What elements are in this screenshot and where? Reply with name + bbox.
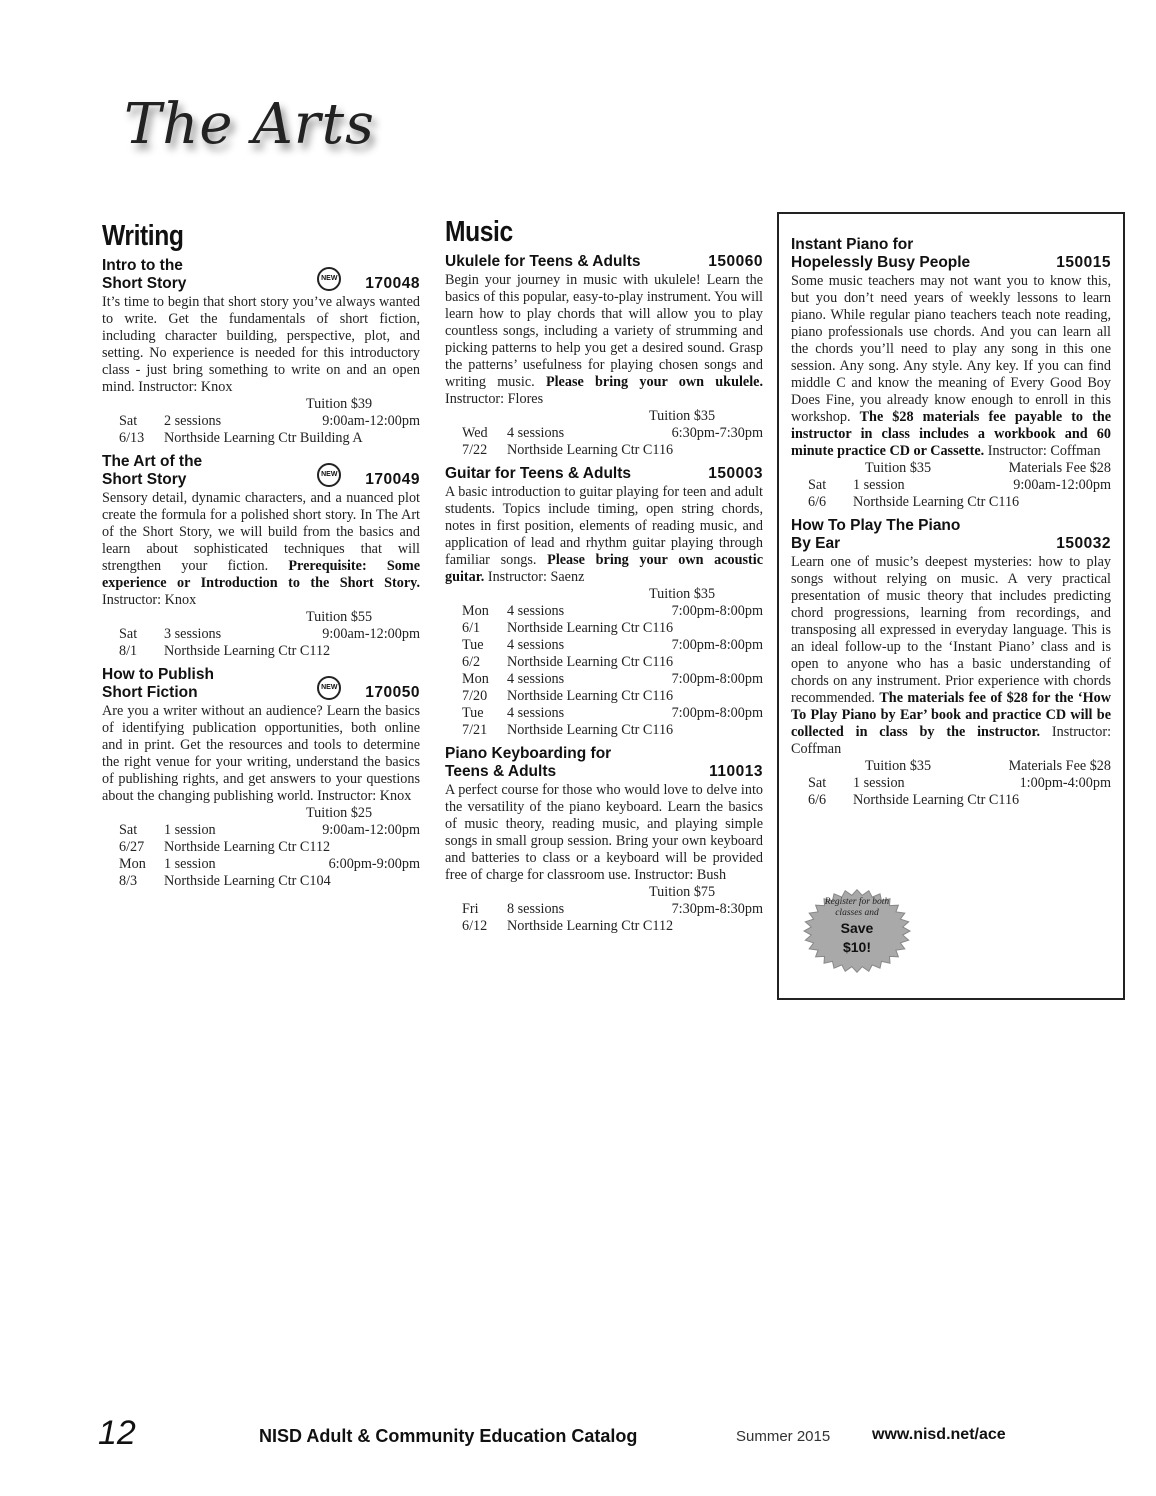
burst-line-2: classes and — [835, 908, 879, 918]
materials-fee: Materials Fee $28 — [1008, 758, 1111, 774]
section-heading-music: Music — [445, 216, 513, 248]
course-description: A basic introduction to guitar playing for teen and adult students. Topics include timing, open string chords, notes in first position, elements of reading music, and application of lead and rhythm guitar playing through familiar songs. Please bring your own acoustic guitar. Instructor: Saenz — [445, 484, 764, 585]
schedule: Sat 1 session 9:00am-12:00pm 6/6 Northside Learning Ctr C116 — [808, 477, 1111, 510]
season: Summer 2015 — [736, 1428, 831, 1445]
music-column — [445, 212, 763, 941]
schedule: Fri 8 sessions 7:30pm-8:30pm 6/12 Northside Learning Ctr C112 — [462, 901, 763, 934]
schedule: Wed 4 sessions 6:30pm-7:30pm 7/22 Northside Learning Ctr C116 — [462, 425, 763, 458]
course-code: 170049 — [365, 471, 420, 488]
materials-fee: Materials Fee $28 — [1008, 460, 1111, 476]
new-badge-icon: NEW — [317, 676, 341, 700]
tuition: Tuition $75 — [649, 884, 716, 900]
page-footer — [0, 1414, 1156, 1454]
course-title: Guitar for Teens & Adults — [445, 465, 632, 482]
course-description: Begin your journey in music with ukulele! Learn the basics of this popular, easy-to-play instrument. You will learn how to play chords that will allow you to play countless songs, including a variety of strumming and picking patterns to help you get a desired sound. Grasp the patterns’ usefulness for playing chosen songs and writing music. Please bring your own ukulele. Instructor: Flores — [445, 272, 763, 407]
course-title: Intro to the Short Story — [102, 257, 187, 292]
tuition: Tuition $25 — [306, 805, 373, 821]
course-art-of-short-story — [102, 453, 420, 660]
course-code: 150015 — [1056, 254, 1111, 271]
course-instant-piano — [791, 236, 1111, 511]
course-piano-by-ear — [791, 517, 1111, 809]
course-title: The Art of the Short Story — [102, 453, 203, 488]
schedule: Sat 3 sessions 9:00am-12:00pm 8/1 Northside Learning Ctr C112 — [119, 626, 420, 659]
course-title: How to Publish Short Fiction — [102, 666, 214, 701]
schedule: Sat 2 sessions 9:00am-12:00pm 6/13 Northside Learning Ctr Building A — [119, 413, 420, 446]
tuition: Tuition $35 — [865, 758, 932, 774]
site-url[interactable]: www.nisd.net/ace — [872, 1426, 1006, 1443]
course-guitar — [445, 465, 763, 739]
tuition: Tuition $55 — [306, 609, 373, 625]
course-ukulele — [445, 253, 763, 459]
tuition: Tuition $35 — [649, 586, 716, 602]
schedule: Sat 1 session 1:00pm-4:00pm 6/6 Northside Learning Ctr C116 — [808, 775, 1111, 808]
burst-line-3: Save — [840, 920, 874, 936]
course-title: Ukulele for Teens & Adults — [445, 253, 641, 270]
course-code: 150003 — [708, 465, 763, 482]
schedule: Sat 1 session 9:00am-12:00pm 6/27 Northside Learning Ctr C112 Mon 1 session 6:00pm-9:00pm 8/3 Northside Learning Ctr C104 — [119, 822, 420, 889]
course-code: 110013 — [709, 763, 763, 780]
piano-box — [777, 212, 1125, 1000]
new-badge-icon: NEW — [317, 267, 341, 291]
save-burst-badge — [803, 889, 911, 973]
course-intro-short-story — [102, 257, 420, 447]
tuition: Tuition $39 — [306, 396, 373, 412]
course-title: How To Play The Piano By Ear — [791, 517, 961, 552]
course-code: 170048 — [365, 275, 420, 292]
course-description: A perfect course for those who would love to delve into the versatility of the piano keyboard. Learn the basics of music theory, reading music, and playing simple songs in small group session. Bring your own keyboard and batteries to class or a keyboard will be provided free of charge for classroom use. Instructor: Bush — [445, 782, 763, 883]
course-code: 150060 — [708, 253, 763, 270]
tuition: Tuition $35 — [865, 460, 932, 476]
course-code: 150032 — [1056, 535, 1111, 552]
course-title: Instant Piano for Hopelessly Busy People — [791, 236, 971, 271]
course-code: 170050 — [365, 684, 420, 701]
page-number: 12 — [98, 1414, 136, 1452]
course-description: It’s time to begin that short story you’ve always wanted to write. Get the fundamentals of short fiction, including character building, perspective, plot, and setting. No experience is needed for this introductory class - just bring something to write on and an open mind. Instructor: Knox — [102, 294, 420, 395]
course-title: Piano Keyboarding for Teens & Adults — [445, 745, 612, 780]
tuition: Tuition $35 — [649, 408, 716, 424]
burst-line-4: $10! — [842, 939, 872, 955]
course-piano-keyboarding — [445, 745, 763, 935]
page-title: The Arts — [124, 92, 375, 157]
course-publish-short-fiction — [102, 666, 420, 890]
catalog-name: NISD Adult & Community Education Catalog — [259, 1426, 638, 1446]
course-description: Are you a writer without an audience? Learn the basics of identifying publication opportunities, both online and in print. Get the resources and tools to determine the right venue for your writing, understand the basics of publishing rights, and get answers to your questions about the changing publishing world. Instructor: Knox — [102, 703, 420, 804]
course-description: Some music teachers may not want you to know this, but you don’t need years of weekly lessons to learn piano. While regular piano teachers teach note reading, piano professionals use chords. And you can learn all the chords you’ll need to play any song in this one session. Any song. Any style. Any key. If you can find middle C and know the meaning of Every Good Boy Does Fine, you already know enough to enroll in this workshop. The $28 materials fee payable to the instructor in class includes a workbook and 60 minute practice CD or Cassette. Instructor: Coffman — [791, 273, 1112, 459]
new-badge-icon: NEW — [317, 463, 341, 487]
course-description: Sensory detail, dynamic characters, and a nuanced plot create the formula for a polished short story. In The Art of the Short Story, we will build from the basics and learn about sophisticated techniques that will strengthen your fiction. Prerequisite: Some experience or Introduction to the Short Story. Instructor: Knox — [102, 490, 420, 608]
burst-line-1: Register for both — [824, 897, 890, 907]
section-heading-writing: Writing — [102, 220, 184, 252]
course-description: Learn one of music’s deepest mysteries: how to play songs without relying on music. A very practical presentation of music theory that includes predicting chord progressions, learning from recordings, and transposing all expressed in everyday language. This is an ideal follow-up to the ‘Instant Piano’ class and is open to anyone who has a basic understanding of chords on any instrument. Prior experience with chords recommended. The materials fee of $28 for the ‘How To Play Piano by Ear’ book and practice CD will be collected in class by the instructor. Instructor: Coffman — [791, 554, 1112, 757]
writing-column — [102, 212, 420, 896]
schedule: Mon 4 sessions 7:00pm-8:00pm 6/1 Northside Learning Ctr C116 Tue 4 sessions 7:00pm-8:00pm 6/2 Northside Learning Ctr C116 Mon 4 sessions 7:00pm-8:00pm 7/20 Northside Learning Ctr C116 Tue 4 sessions 7:00pm-8:00pm 7/21 Northside Learning Ctr C116 — [462, 603, 763, 738]
